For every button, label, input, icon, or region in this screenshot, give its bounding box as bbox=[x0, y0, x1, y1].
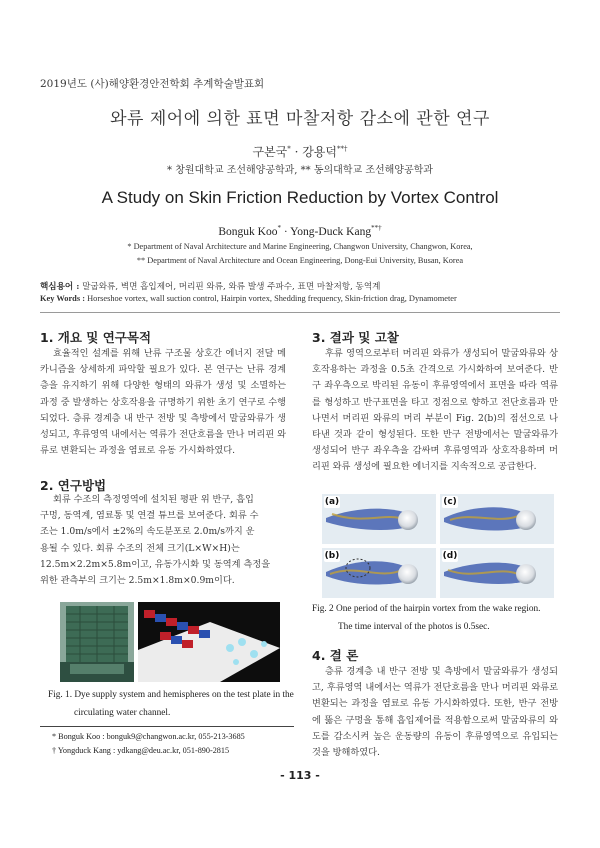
figure-2-caption bbox=[312, 600, 568, 636]
english-affiliation-2: ** Department of Naval Architecture and Ocean Engineering, Dong-Eui University, Busan, Korea bbox=[136, 256, 464, 265]
section-2-body bbox=[40, 492, 286, 589]
figure-2-label-d: (d) bbox=[442, 551, 458, 561]
footnote-2: † Yongduck Kang : ydkang@deu.ac.kr, 051-890-2815 bbox=[52, 746, 230, 755]
author-1-mark: * bbox=[287, 145, 291, 153]
korean-title: 와류 제어에 의한 표면 마찰저항 감소에 관한 연구 bbox=[110, 109, 490, 129]
section-2-line: 조는 1.0m/s에서 ±2%의 속도분포로 2.0m/s까지 운 bbox=[40, 526, 255, 538]
author-2-mark: **† bbox=[337, 145, 348, 153]
section-2-line: 용될 수 있다. 회류 수조의 전체 크기(L×W×H)는 bbox=[40, 542, 240, 554]
footnote-rule bbox=[40, 726, 294, 727]
conference-header: 2019년도 (사)해양환경안전학회 추계학술발표회 bbox=[40, 78, 265, 90]
figure-2-label-c: (c) bbox=[443, 497, 457, 507]
author-en-separator: · bbox=[281, 225, 291, 238]
english-authors bbox=[0, 224, 600, 238]
section-2-line: 12.5m×2.2m×5.8m이고, 유동가시화 및 동역계 측정을 bbox=[40, 558, 271, 570]
korean-keywords bbox=[40, 280, 380, 292]
author-1-en: Bonguk Koo bbox=[218, 225, 278, 238]
figure-1-caption-line-2: circulating water channel. bbox=[74, 708, 171, 718]
korean-keywords-text: 말굽와류, 벽면 흡입제어, 머리핀 와류, 와류 발생 주파수, 표면 마찰저항, 동역계 bbox=[79, 282, 381, 292]
korean-affiliations: * 창원대학교 조선해양공학과, ** 동의대학교 조선해양공학과 bbox=[167, 165, 433, 176]
author-1-en-mark: * bbox=[277, 224, 281, 232]
section-4-body: 층류 경계층 내 반구 전방 및 측방에서 말굽와류가 생성되고, 후류영역 내에서는 역류가 전단흐름을 만나 머리핀 와류로 변환되는 과정을 염료로 유동 가시화하였다. 또한, 반구 전방에 뚫은 구멍을 통해 흡입제어를 적용함으로써 말굽와류의 와도를 감소시켜 높은 운동량의 유동이 후류영역으로 유입되는 것을 방해하였다. bbox=[312, 666, 558, 759]
section-2-line: 구멍, 동역계, 염료통 및 연결 튜브를 보여준다. 회류 수 bbox=[40, 510, 259, 522]
author-2: 강용덕 bbox=[302, 145, 337, 159]
figure-2-label-a: (a) bbox=[324, 497, 340, 507]
section-4-heading: 4. 결 론 bbox=[312, 648, 359, 663]
english-keywords bbox=[40, 294, 457, 303]
author-separator: · bbox=[290, 145, 303, 159]
figure-1-image bbox=[60, 602, 280, 682]
english-affiliation-1: * Department of Naval Architecture and Marine Engineering, Changwon University, Changwon, Korea, bbox=[127, 242, 473, 251]
figure-2-caption-line-2: The time interval of the photos is 0.5sec. bbox=[338, 622, 490, 632]
figure-1 bbox=[60, 602, 280, 682]
footnotes bbox=[52, 730, 312, 758]
section-2-line: 회류 수조의 측정영역에 설치된 평판 위 반구, 흡입 bbox=[53, 494, 254, 505]
section-1-body: 효율적인 설계를 위해 난류 구조물 상호간 에너지 전달 메카니즘을 상세하게 파악할 필요가 있다. 본 연구는 난류 경계층을 유지하기 위해 다양한 형태의 와류가 생성 및 소멸하는 과정 중 발생하는 상호작용을 규명하기 위한 초기 연구로 수행되었다. 층류 경계층 내 반구 전방 및 측방에서 말굽와류가 생성되고, 후류영역 내에서는 역류가 전단흐름을 만나 머리핀 와류로 변환되는 과정을 염료로 유동 가시화하였다. bbox=[40, 348, 286, 457]
author-2-en-mark: **† bbox=[371, 224, 382, 232]
page-number: - 113 - bbox=[280, 769, 320, 782]
section-1-heading: 1. 개요 및 연구목적 bbox=[40, 330, 152, 345]
figure-1-caption-line-1: Fig. 1. Dye supply system and hemispheres on the test plate in the bbox=[48, 690, 294, 700]
english-title: A Study on Skin Friction Reduction by Vortex Control bbox=[101, 188, 499, 207]
figure-1-caption bbox=[48, 686, 308, 722]
section-2-heading: 2. 연구방법 bbox=[40, 478, 107, 493]
figure-2-label-b: (b) bbox=[324, 551, 340, 561]
korean-keywords-label: 핵심용어 : bbox=[40, 282, 80, 292]
korean-authors bbox=[0, 143, 600, 160]
author-2-en: Yong-Duck Kang bbox=[290, 225, 372, 238]
figure-2-caption-line-1: Fig. 2 One period of the hairpin vortex from the wake region. bbox=[312, 604, 541, 614]
divider bbox=[40, 312, 560, 313]
figure-2-image bbox=[322, 494, 554, 598]
section-3-heading: 3. 결과 및 고찰 bbox=[312, 330, 399, 345]
section-2-line: 위한 관측부의 크기는 2.5m×1.8m×0.9m이다. bbox=[40, 575, 235, 587]
footnote-1: * Bonguk Koo : bonguk9@changwon.ac.kr, 055-213-3685 bbox=[52, 732, 245, 741]
english-keywords-text: Horseshoe vortex, wall suction control, Hairpin vortex, Shedding frequency, Skin-friction drag, Dynamometer bbox=[84, 294, 457, 303]
figure-2 bbox=[322, 494, 554, 598]
english-keywords-label: Key Words : bbox=[40, 294, 85, 303]
author-1: 구본국 bbox=[252, 145, 288, 159]
section-3-body: 후류 영역으로부터 머리핀 와류가 생성되어 말굽와류와 상호작용하는 과정을 0.5초 간격으로 가시화하여 보여준다. 반구 좌우측으로 박리된 유동이 후류영역에서 표면을 따라 역류를 형성하고 반구표면을 타고 정점으로 향하고 전단흐름과 만나면서 머리핀 와류의 머리 부분이 Fig. 2(b)의 점선으로 나타낸 것과 같이 형성된다. 또한 반구 전방에서는 말굽와류가 생성되어 반구 좌우측을 감싸며 후류영역과 상호작용하며 머리핀 와류 생성에 필요한 에너지를 지속적으로 공급한다. bbox=[312, 348, 558, 473]
